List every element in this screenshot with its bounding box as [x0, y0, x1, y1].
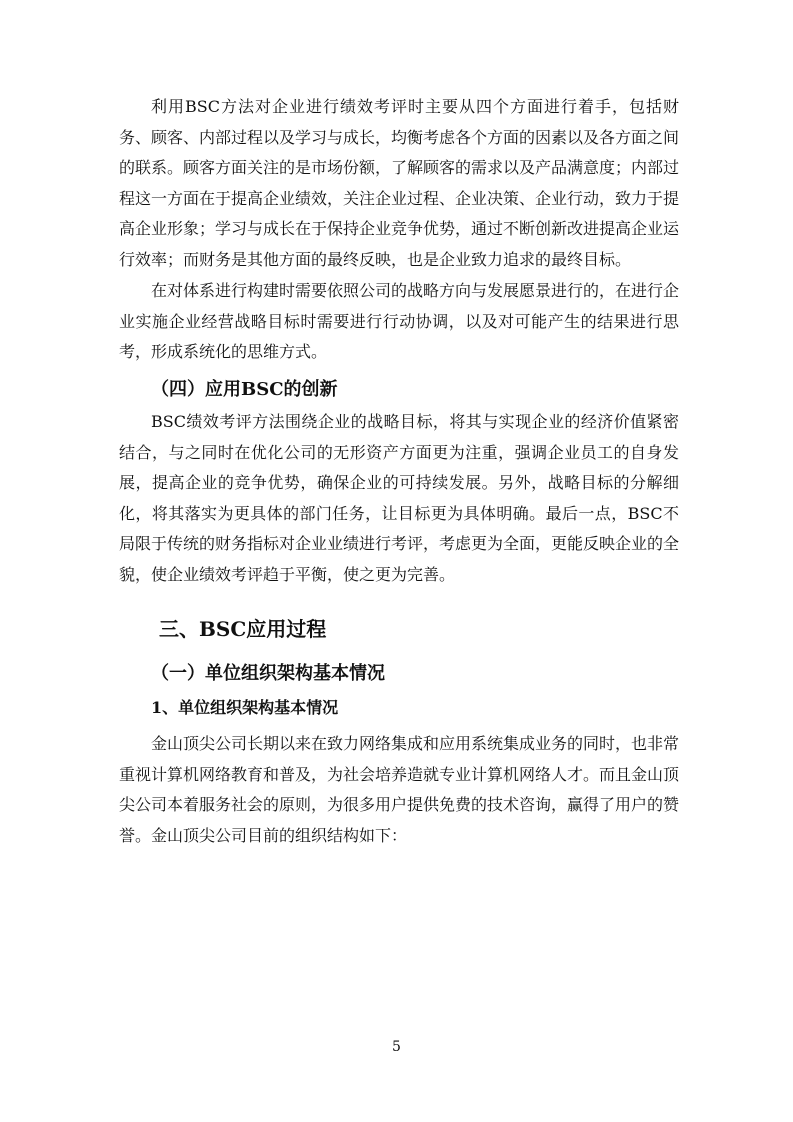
paragraph-bsc-four-aspects: 利用BSC方法对企业进行绩效考评时主要从四个方面进行着手，包括财务、顾客、内部过程以及学习与成长，均衡考虑各个方面的因素以及各方面之间的联系。顾客方面关注的是市场份额，了解顾客的需求以及产品满意度；内部过程这一方面在于提高企业绩效，关注企业过程、企业决策、企业行动，致力于提高企业形象；学习与成长在于保持企业竞争优势，通过不断创新改进提高企业运行效率；而财务是其他方面的最终反映，也是企业致力追求的最终目标。: [119, 97, 680, 269]
item-heading-org-structure: 1、单位组织架构基本情况: [151, 698, 339, 717]
subheading-org-structure: （一）单位组织架构基本情况: [151, 663, 385, 684]
page-number: 5: [392, 1039, 401, 1055]
subheading-bsc-innovation: （四）应用BSC的创新: [151, 379, 338, 400]
section-heading-bsc-process: 三、BSC应用过程: [159, 617, 327, 641]
paragraph-system-construction: 在对体系进行构建时需要依照公司的战略方向与发展愿景进行的，在进行企业实施企业经营战略目标时需要进行行动协调，以及对可能产生的结果进行思考，形成系统化的思维方式。: [119, 281, 680, 362]
paragraph-bsc-innovation: BSC绩效考评方法围绕企业的战略目标，将其与实现企业的经济价值紧密结合，与之同时在优化公司的无形资产方面更为注重，强调企业员工的自身发展，提高企业的竞争优势，确保企业的可持续发展。另外，战略目标的分解细化，将其落实为更具体的部门任务，让目标更为具体明确。最后一点，BSC不局限于传统的财务指标对企业业绩进行考评，考虑更为全面，更能反映企业的全貌，使企业绩效考评趋于平衡，使之更为完善。: [119, 412, 680, 584]
paragraph-company-overview: 金山顶尖公司长期以来在致力网络集成和应用系统集成业务的同时，也非常重视计算机网络教育和普及，为社会培养造就专业计算机网络人才。而且金山顶尖公司本着服务社会的原则，为很多用户提供免费的技术咨询，赢得了用户的赞誉。金山顶尖公司目前的组织结构如下：: [119, 734, 680, 845]
